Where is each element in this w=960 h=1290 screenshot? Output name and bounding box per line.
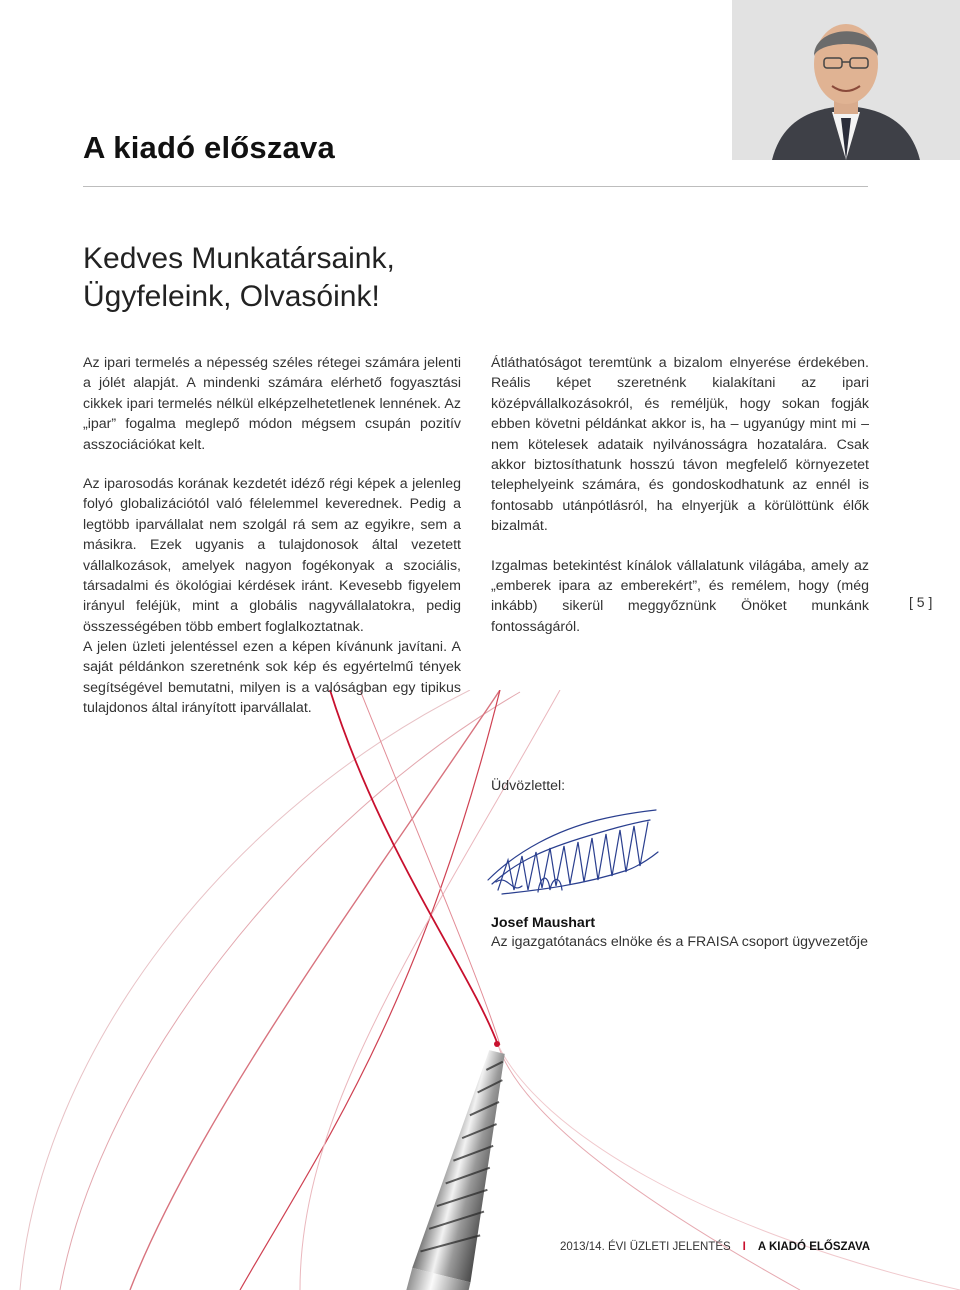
highlight-dot	[494, 1041, 500, 1047]
body-paragraph: A jelen üzleti jelentéssel ezen a képen kívánunk javítani. A saját példánkon szeretnénk sok kép és egyértelmű tények segítségével bemutatni, milyen is a valóságban egy tipikus tulajdonos által irányított iparvállalat.	[83, 639, 461, 717]
salutation-line-2: Ügyfeleink, Olvasóink!	[83, 280, 380, 313]
handwritten-signature-icon	[478, 790, 668, 905]
page-title: A kiadó előszava	[83, 130, 335, 165]
title-divider	[83, 186, 868, 187]
signatory-name: Josef Maushart	[491, 915, 596, 931]
portrait-photo	[732, 0, 960, 160]
swoosh-lines	[20, 690, 960, 1290]
author-portrait-photo	[732, 0, 960, 160]
body-paragraph: Az ipari termelés a népesség széles rétegei számára jelenti a jólét alapját. A mindenki számára elérhető fogyasztási cikkek ipari termelés nélkül elképzelhetetlenek lennének. Az „ipar” fogalma meglepő módon mégsem csupán pozitív asszociációkat kelt.	[83, 355, 461, 453]
footer-separator: I	[742, 1241, 746, 1253]
salutation	[83, 240, 395, 316]
right-column	[491, 353, 869, 656]
salutation-line-1: Kedves Munkatársaink,	[83, 242, 395, 275]
closing-label: Üdvözlettel:	[491, 778, 566, 794]
body-paragraph: Izgalmas betekintést kínálok vállalatunk világába, amely az „emberek ipara az emberekért”, és remélem, hogy (még inkább) sikerül meggyőznünk Önöket munkánk fontosságáról.	[491, 557, 869, 635]
signatory-role: Az igazgatótanács elnöke és a FRAISA csoport ügyvezetője	[491, 934, 868, 950]
left-column	[83, 353, 461, 656]
page-number: [ 5 ]	[909, 594, 933, 610]
milling-cutter-illustration	[0, 690, 960, 1290]
footer-report-title: 2013/14. ÉVI ÜZLETI JELENTÉS	[560, 1241, 731, 1253]
body-paragraph: Az iparosodás korának kezdetét idéző régi képek a jelenleg folyó globalizációtól való félelemmel keverednek. Pedig a legtöbb iparvállalat nem szolgál rá sem az egyikre, sem a másikra. Ezek ugyanis a tulajdonosok által vezetett vállalkozások, amelyek nagyon fogékonyak a szociális, társadalmi és ökológiai kérdések iránt. Kevesebb figyelem irányul feléjük, mint a globális nagyvállalatokra, pedig összességében több embert foglalkoztatnak.	[83, 476, 461, 635]
page-footer	[560, 1241, 869, 1253]
footer-section-title: A KIADÓ ELŐSZAVA	[757, 1241, 871, 1253]
body-paragraph: Átláthatóságot teremtünk a bizalom elnyerése érdekében. Reális képet szeretnénk kialakítani az ipari középvállalkozásokról, és reméljük, hogy sokan fogják ebben követni példánkat akkor is, ha – ugyanúgy mint mi – nem kötelesek adataik nyilvánosságra hozatalára. Csak akkor biztosíthatunk hosszú távon megfelelő környezetet telephelyeink számára, és gondoskodhatunk az ennél is fontosabb utánpótlásról, ha elnyerjük a körülöttünk élők bizalmát.	[491, 355, 869, 535]
left-column-bottom	[83, 637, 461, 738]
